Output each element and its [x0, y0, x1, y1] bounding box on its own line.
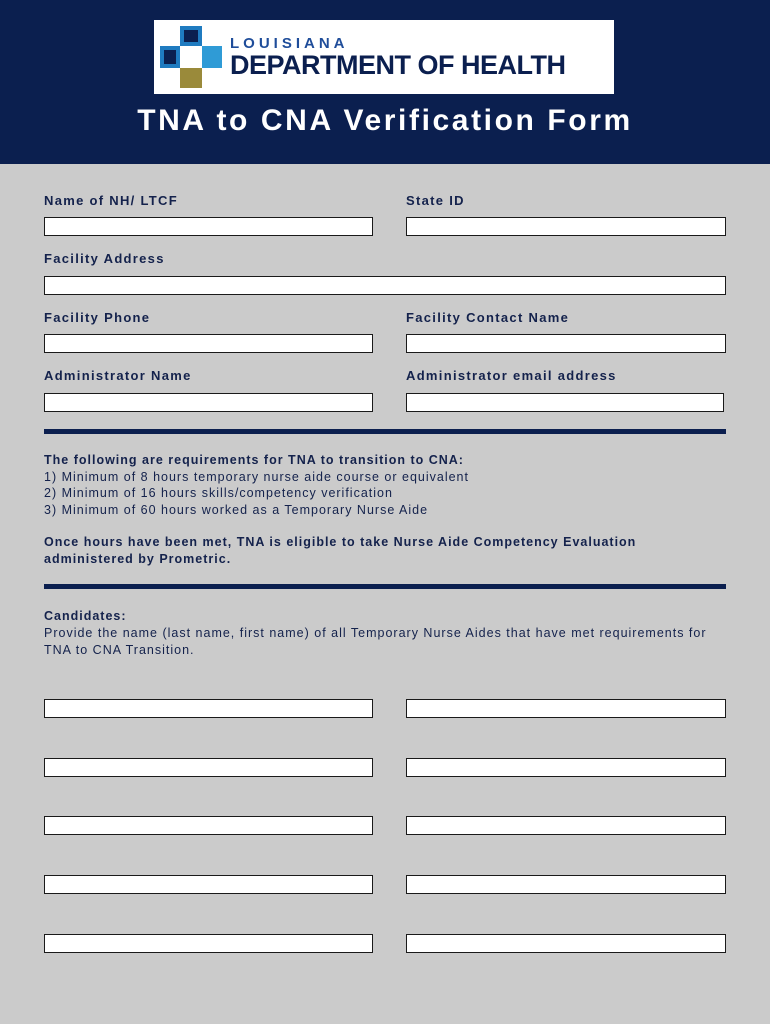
ldh-logo	[154, 20, 614, 94]
logo-department-text: DEPARTMENT OF HEALTH	[230, 50, 566, 80]
facility-contact-label: Facility Contact Name	[406, 310, 570, 325]
state-id-label: State ID	[406, 193, 465, 208]
candidates-instructions: Provide the name (last name, first name) of all Temporary Nurse Aides that have met requirements for TNA to CNA Transition.	[44, 626, 707, 657]
section-divider	[44, 429, 726, 434]
candidate-field[interactable]	[44, 816, 373, 835]
candidates-heading: Candidates:	[44, 609, 127, 623]
candidate-field[interactable]	[406, 699, 726, 718]
logo-state-text: LOUISIANA	[230, 35, 349, 52]
candidate-field[interactable]	[44, 934, 373, 953]
facility-contact-field[interactable]	[406, 334, 726, 353]
facility-phone-field[interactable]	[44, 334, 373, 353]
header-banner	[0, 0, 770, 164]
section-divider	[44, 584, 726, 589]
facility-address-field[interactable]	[44, 276, 726, 295]
facility-phone-label: Facility Phone	[44, 310, 151, 325]
requirement-item: 3) Minimum of 60 hours worked as a Temporary Nurse Aide	[44, 503, 429, 517]
eligibility-note: Once hours have been met, TNA is eligible to take Nurse Aide Competency Evaluation administered by Prometric.	[44, 535, 637, 566]
candidate-field[interactable]	[44, 875, 373, 894]
candidate-field[interactable]	[44, 758, 373, 777]
candidate-field[interactable]	[44, 699, 373, 718]
requirement-item: 1) Minimum of 8 hours temporary nurse aide course or equivalent	[44, 470, 469, 484]
state-id-field[interactable]	[406, 217, 726, 236]
requirements-heading: The following are requirements for TNA to transition to CNA:	[44, 453, 464, 467]
name-nh-field[interactable]	[44, 217, 373, 236]
admin-name-field[interactable]	[44, 393, 373, 412]
name-nh-label: Name of NH/ LTCF	[44, 193, 178, 208]
candidate-field[interactable]	[406, 875, 726, 894]
health-cross-icon	[158, 24, 224, 90]
facility-address-label: Facility Address	[44, 251, 165, 266]
candidate-field[interactable]	[406, 816, 726, 835]
candidate-field[interactable]	[406, 758, 726, 777]
admin-email-label: Administrator email address	[406, 368, 617, 383]
admin-email-field[interactable]	[406, 393, 724, 412]
requirement-item: 2) Minimum of 16 hours skills/competency verification	[44, 486, 393, 500]
page-title: TNA to CNA Verification Form	[137, 104, 633, 137]
candidate-field[interactable]	[406, 934, 726, 953]
admin-name-label: Administrator Name	[44, 368, 192, 383]
